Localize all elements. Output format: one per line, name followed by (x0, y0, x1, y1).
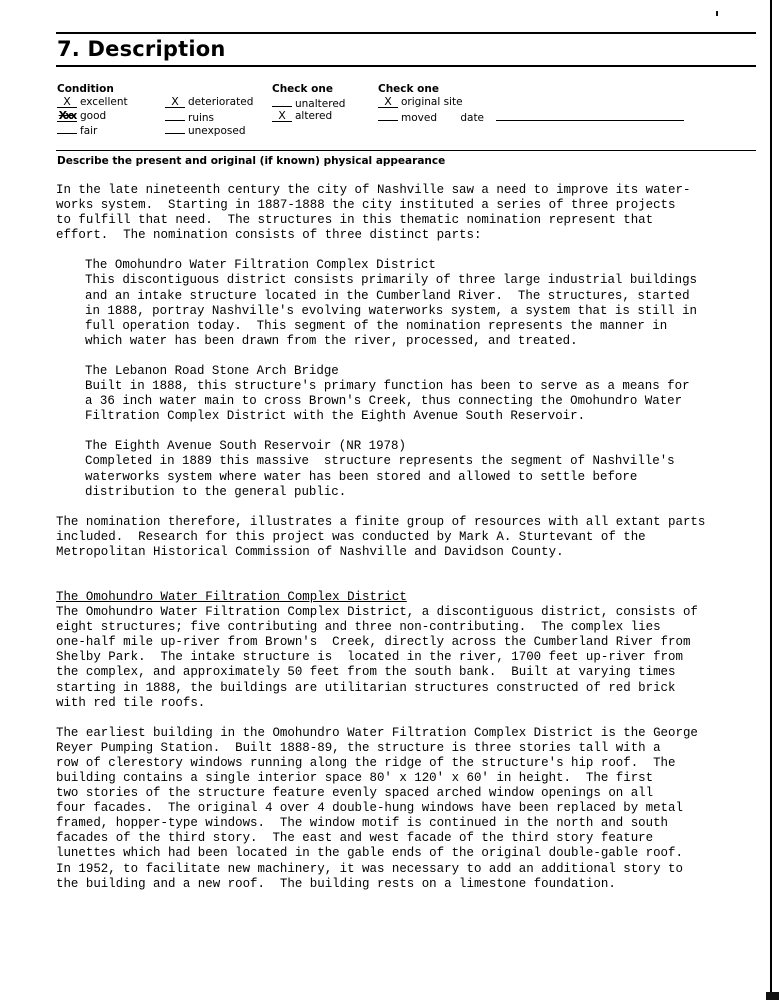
text-line: two stories of the structure feature evenly spaced arched window openings on all (56, 786, 654, 801)
description-body (56, 183, 716, 892)
date-label: date (460, 112, 485, 124)
option-moved: moved date (378, 110, 684, 125)
option-altered: X altered (272, 110, 332, 123)
scan-corner-mark (766, 992, 779, 1000)
text-line: Metropolitan Historical Commission of Nashville and Davidson County. (56, 544, 564, 559)
text-line: starting in 1888, the buildings are utilitarian structures constructed of red brick (56, 680, 676, 695)
checkbox-moved[interactable] (378, 110, 398, 121)
part-title: The Eighth Avenue South Reservoir (NR 1978) (85, 439, 406, 454)
condition-good: Xxx good (58, 109, 107, 122)
scan-right-edge (770, 0, 772, 1000)
reyer-paragraph (56, 726, 716, 892)
district-heading: The Omohundro Water Filtration Complex District (56, 589, 407, 604)
text-line: The earliest building in the Omohundro Water Filtration Complex District is the George (56, 725, 698, 740)
text-line: Reyer Pumping Station. Built 1888-89, the structure is three stories tall with a (56, 740, 661, 755)
title-rule (56, 65, 756, 67)
checkbox-unaltered[interactable] (272, 96, 292, 107)
date-field[interactable] (496, 111, 684, 121)
part-arch-bridge (56, 364, 716, 424)
option-original-site: X original site (378, 96, 463, 109)
summary-paragraph (56, 515, 716, 560)
text-line: included. Research for this project was conducted by Mark A. Sturtevant of the (56, 529, 646, 544)
condition-deteriorated: X deteriorated (165, 96, 253, 109)
text-line: and an intake structure located in the Cumberland River. The structures, started (85, 288, 690, 303)
condition-excellent: X excellent (57, 96, 128, 109)
part-filtration-district (56, 258, 716, 349)
condition-heading: Condition (57, 83, 114, 95)
text-line: Completed in 1889 this massive structure represents the segment of Nashville's (85, 454, 675, 469)
form-rule (56, 150, 756, 151)
text-line: In 1952, to facilitate new machinery, it was necessary to add an additional story to (56, 861, 683, 876)
describe-heading: Describe the present and original (if known) physical appearance (57, 155, 446, 167)
district-section (56, 590, 716, 711)
checkbox-good[interactable]: Xxx (58, 109, 76, 122)
section-title: 7. Description (57, 37, 226, 61)
text-line: The Omohundro Water Filtration Complex District, a discontiguous district, consists of (56, 605, 698, 620)
checkbox-altered[interactable]: X (272, 111, 292, 122)
text-line: the building and a new roof. The building rests on a limestone foundation. (56, 876, 616, 891)
condition-fair: fair (57, 123, 97, 138)
text-line: waterworks system where water has been stored and allowed to settle before (85, 469, 638, 484)
text-line: This discontiguous district consists primarily of three large industrial buildings (85, 273, 698, 288)
text-line: eight structures; five contributing and three non-contributing. The complex lies (56, 620, 661, 635)
text-line: the complex, and approximately 50 feet from the south bank. Built at varying times (56, 665, 676, 680)
scan-speck (716, 11, 718, 16)
checkbox-deteriorated[interactable]: X (165, 97, 185, 108)
checkbox-ruins[interactable] (165, 110, 185, 121)
text-line: with red tile roofs. (56, 695, 206, 710)
text-line: one-half mile up-river from Brown's Creek, directly across the Cumberland River from (56, 635, 691, 650)
text-line: works system. Starting in 1887-1888 the city instituted a series of three projects (56, 198, 676, 213)
checkbox-unexposed[interactable] (165, 123, 185, 134)
check-one-site-heading: Check one (378, 83, 439, 95)
text-line: four facades. The original 4 over 4 double-hung windows have been replaced by metal (56, 801, 683, 816)
text-line: The nomination therefore, illustrates a finite group of resources with all extant parts (56, 514, 706, 529)
text-line: distribution to the general public. (85, 484, 347, 499)
text-line: facades of the third story. The east and west facade of the third story feature (56, 831, 654, 846)
condition-unexposed: unexposed (165, 123, 245, 138)
text-line: a 36 inch water main to cross Brown's Creek, thus connecting the Omohundro Water (85, 394, 683, 409)
text-line: building contains a single interior space 80' x 120' x 60' in height. The first (56, 771, 654, 785)
checkbox-fair[interactable] (57, 123, 77, 134)
text-line: Shelby Park. The intake structure is located in the river, 1700 feet up-river from (56, 650, 683, 665)
top-rule (56, 32, 756, 34)
text-line: in 1888, portray Nashville's evolving waterworks system, a system that is still in (85, 303, 698, 318)
checkbox-excellent[interactable]: X (57, 97, 77, 108)
text-line: full operation today. This segment of the nomination represents the manner in (85, 318, 668, 333)
condition-ruins: ruins (165, 110, 214, 125)
text-line: effort. The nomination consists of three distinct parts: (56, 228, 482, 243)
part-reservoir (56, 439, 716, 499)
option-unaltered: unaltered (272, 96, 345, 111)
text-line: framed, hopper-type windows. The window motif is continued in the north and south (56, 816, 669, 831)
text-line: row of clerestory windows running along the ridge of the structure's hip roof. The (56, 755, 676, 770)
text-line: to fulfill that need. The structures in this thematic nomination represent that (56, 213, 654, 228)
part-title: The Lebanon Road Stone Arch Bridge (85, 363, 339, 378)
text-line: Filtration Complex District with the Eighth Avenue South Reservoir. (85, 409, 586, 424)
part-title: The Omohundro Water Filtration Complex District (85, 258, 436, 273)
check-one-alteration-heading: Check one (272, 83, 333, 95)
text-line: Built in 1888, this structure's primary function has been to serve as a means for (85, 379, 690, 394)
intro-paragraph (56, 183, 716, 243)
text-line: lunettes which had been located in the gable ends of the original double-gable roof. (56, 846, 683, 861)
text-line: which water has been drawn from the river, processed, and treated. (85, 333, 578, 348)
checkbox-original-site[interactable]: X (378, 97, 398, 108)
text-line: In the late nineteenth century the city of Nashville saw a need to improve its water- (56, 183, 691, 197)
